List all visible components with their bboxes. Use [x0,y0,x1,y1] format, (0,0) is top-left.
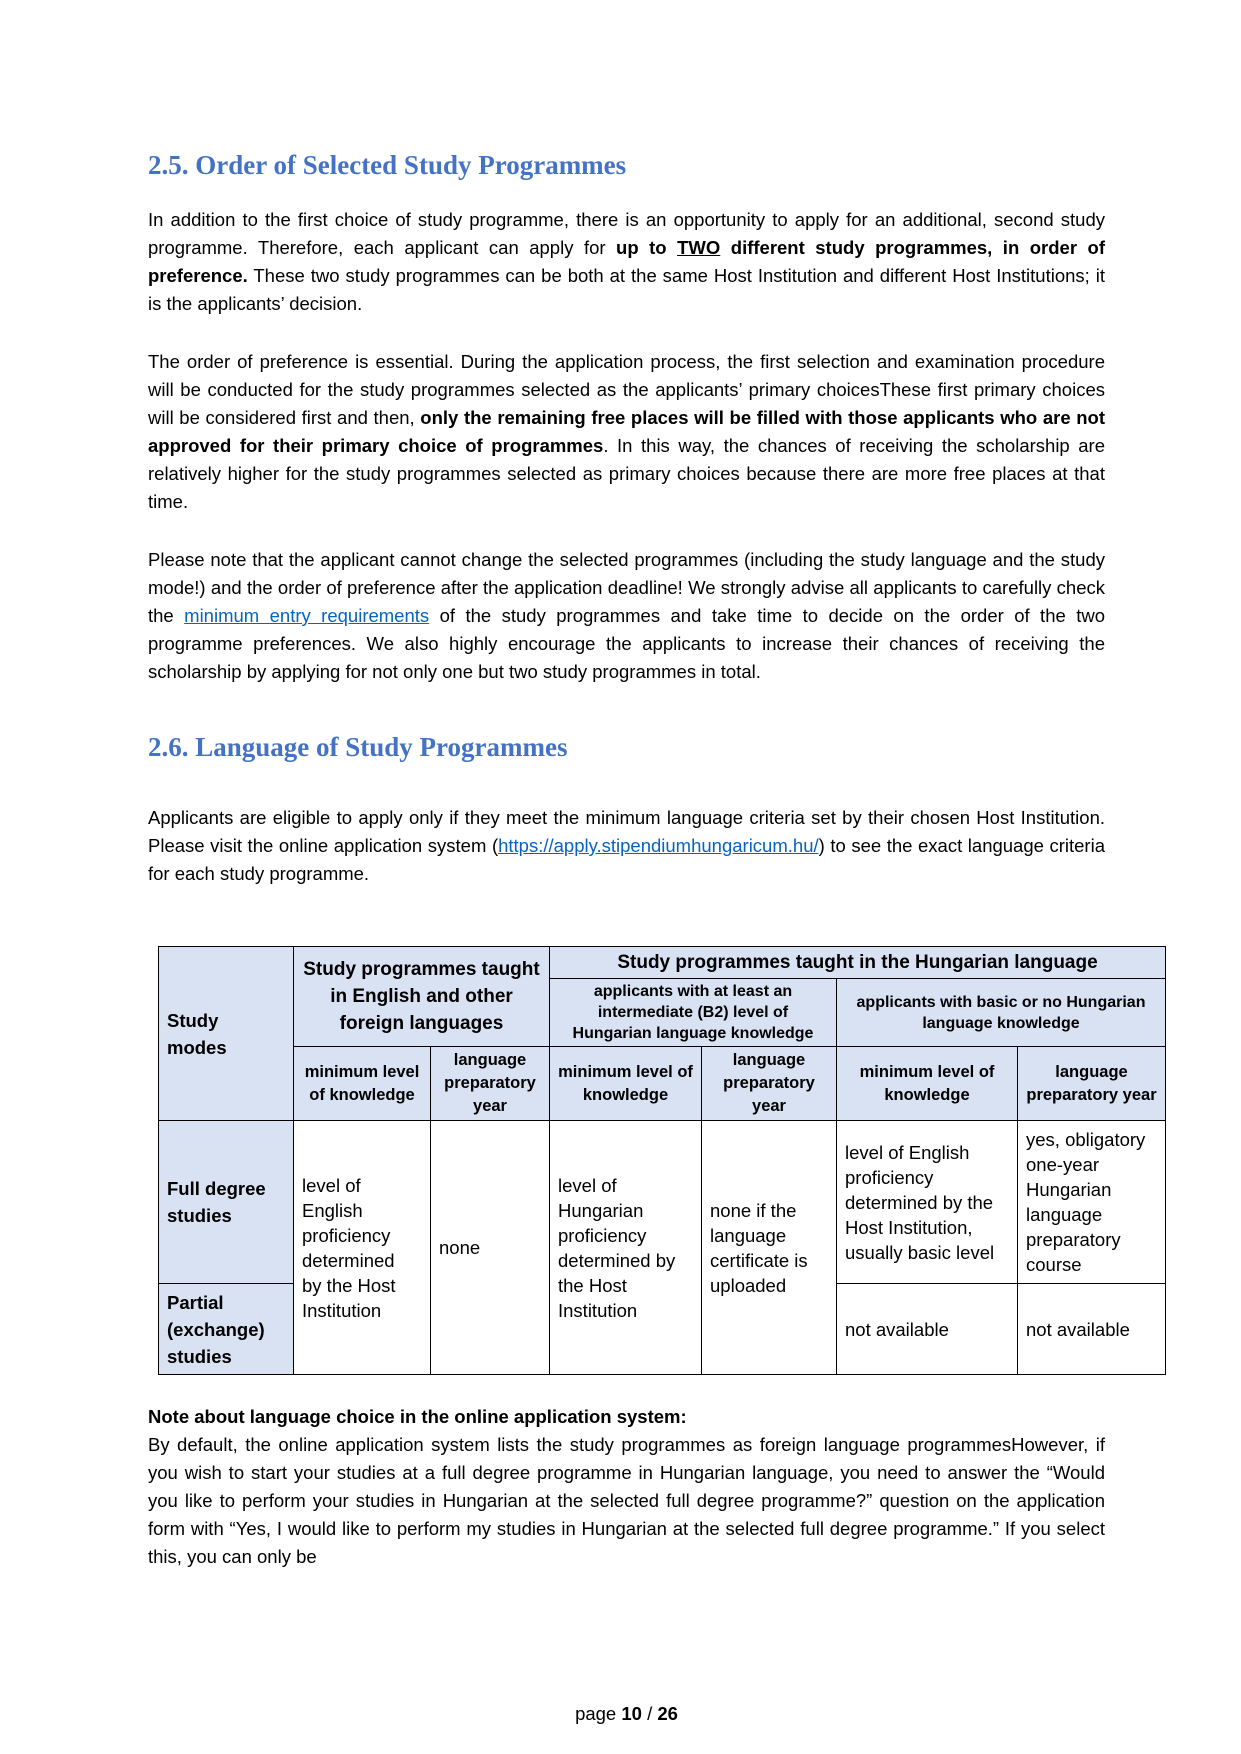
table-subgroup-header-b2: applicants with at least an intermediate (B2) level of Hungarian language knowledge [550,979,837,1047]
language-criteria-table [158,946,1166,1375]
text-segment: Applicants are eligible to apply only if they meet the minimum language criteria set by their chosen Host Institution. Please visit the online application system ( [148,807,1105,856]
text-segment: 26 [657,1703,678,1724]
table-cell: yes, obligatory one-year Hungarian language preparatory course [1018,1121,1166,1284]
table-column-header: minimum level of knowledge [294,1047,431,1121]
paragraph-no-change-after-deadline [148,546,1105,686]
text-segment: TWO [677,237,721,258]
table-column-header: minimum level of knowledge [837,1047,1018,1121]
table-corner-header: Study modes [159,947,294,1121]
table-cell: none if the language certificate is uploaded [702,1121,837,1375]
text-segment: of the study programmes and take time to decide on the order of the two programme preferences. We also highly encourage the applicants to increase their chances of receiving the scholarship by applying for not only one but two study programmes in total. [148,605,1106,682]
text-segment: / [641,1703,658,1724]
text-segment: only the remaining free places will be filled with those applicants who are not approved for their primary choice of programmes [148,407,1105,456]
section-heading-2-6: 2.6. Language of Study Programmes [148,732,568,762]
page-content [148,0,1157,1571]
paragraph-order-preference [148,348,1105,516]
note-body: By default, the online application system lists the study programmes as foreign language programmesHowever, if you wish to start your studies at a full degree programme in Hungarian language, you need to answer the “Would you like to perform your studies in Hungarian at the selected full degree programme?” question on the application form with “Yes, I would like to perform my studies in Hungarian at the selected full degree programme.” If you select this, you can only be [148,1434,1105,1567]
table-subgroup-header-basic: applicants with basic or no Hungarian language knowledge [837,979,1166,1047]
hyperlink[interactable]: https://apply.stipendiumhungaricum.hu/ [498,835,819,856]
text-segment: The order of preference is essential. During the application process, the first selection and examination procedure will be conducted for the study programmes selected as the applicants’ primary choicesThese first primary choices will be considered first and then, [148,351,1105,428]
table-cell: not available [837,1284,1018,1375]
table-row-label-partial: Partial (exchange) studies [159,1284,294,1375]
table-column-header: language preparatory year [702,1047,837,1121]
section-heading-2-5: 2.5. Order of Selected Study Programmes [148,150,627,180]
text-segment: page [575,1703,622,1724]
text-segment: . In this way, the chances of receiving the scholarship are relatively higher for the study programmes selected as primary choices because there are more free places at that time. [148,435,1106,512]
table-column-header: language preparatory year [431,1047,550,1121]
table-cell: level of English proficiency determined by the Host Institution [294,1121,431,1375]
text-segment: These two study programmes can be both at the same Host Institution and different Host Institutions; it is the applicants’ decision. [148,265,1105,314]
paragraph-language-criteria [148,804,1105,888]
table-row-label-full-degree: Full degree studies [159,1121,294,1284]
hyperlink[interactable]: minimum entry requirements [184,605,430,626]
text-segment: ) to see the exact language criteria for each study programme. [148,835,1105,884]
table-group-header-english: Study programmes taught in English and other foreign languages [294,947,550,1047]
table-cell: none [431,1121,550,1375]
text-segment: up to [616,237,678,258]
page-number [148,1700,1105,1728]
table-cell: level of English proficiency determined by the Host Institution, usually basic level [837,1121,1018,1284]
paragraph-order-intro [148,206,1105,318]
table-column-header: language preparatory year [1018,1047,1166,1121]
text-segment: different study programmes, in order of preference. [148,237,1105,286]
table-column-header: minimum level of knowledge [550,1047,702,1121]
note-title: Note about language choice in the online application system: [148,1406,687,1427]
table-cell: not available [1018,1284,1166,1375]
table-group-header-hungarian: Study programmes taught in the Hungarian language [550,947,1166,979]
text-segment: In addition to the first choice of study programme, there is an opportunity to apply for an additional, second study programme. Therefore, each applicant can apply for [148,209,1105,258]
text-segment: Please note that the applicant cannot change the selected programmes (including the study language and the study mode!) and the order of preference after the application deadline! We strongly advise all applicants to carefully check the [148,549,1105,626]
text-segment: 10 [621,1703,642,1724]
table-cell: level of Hungarian proficiency determined by the Host Institution [550,1121,702,1375]
